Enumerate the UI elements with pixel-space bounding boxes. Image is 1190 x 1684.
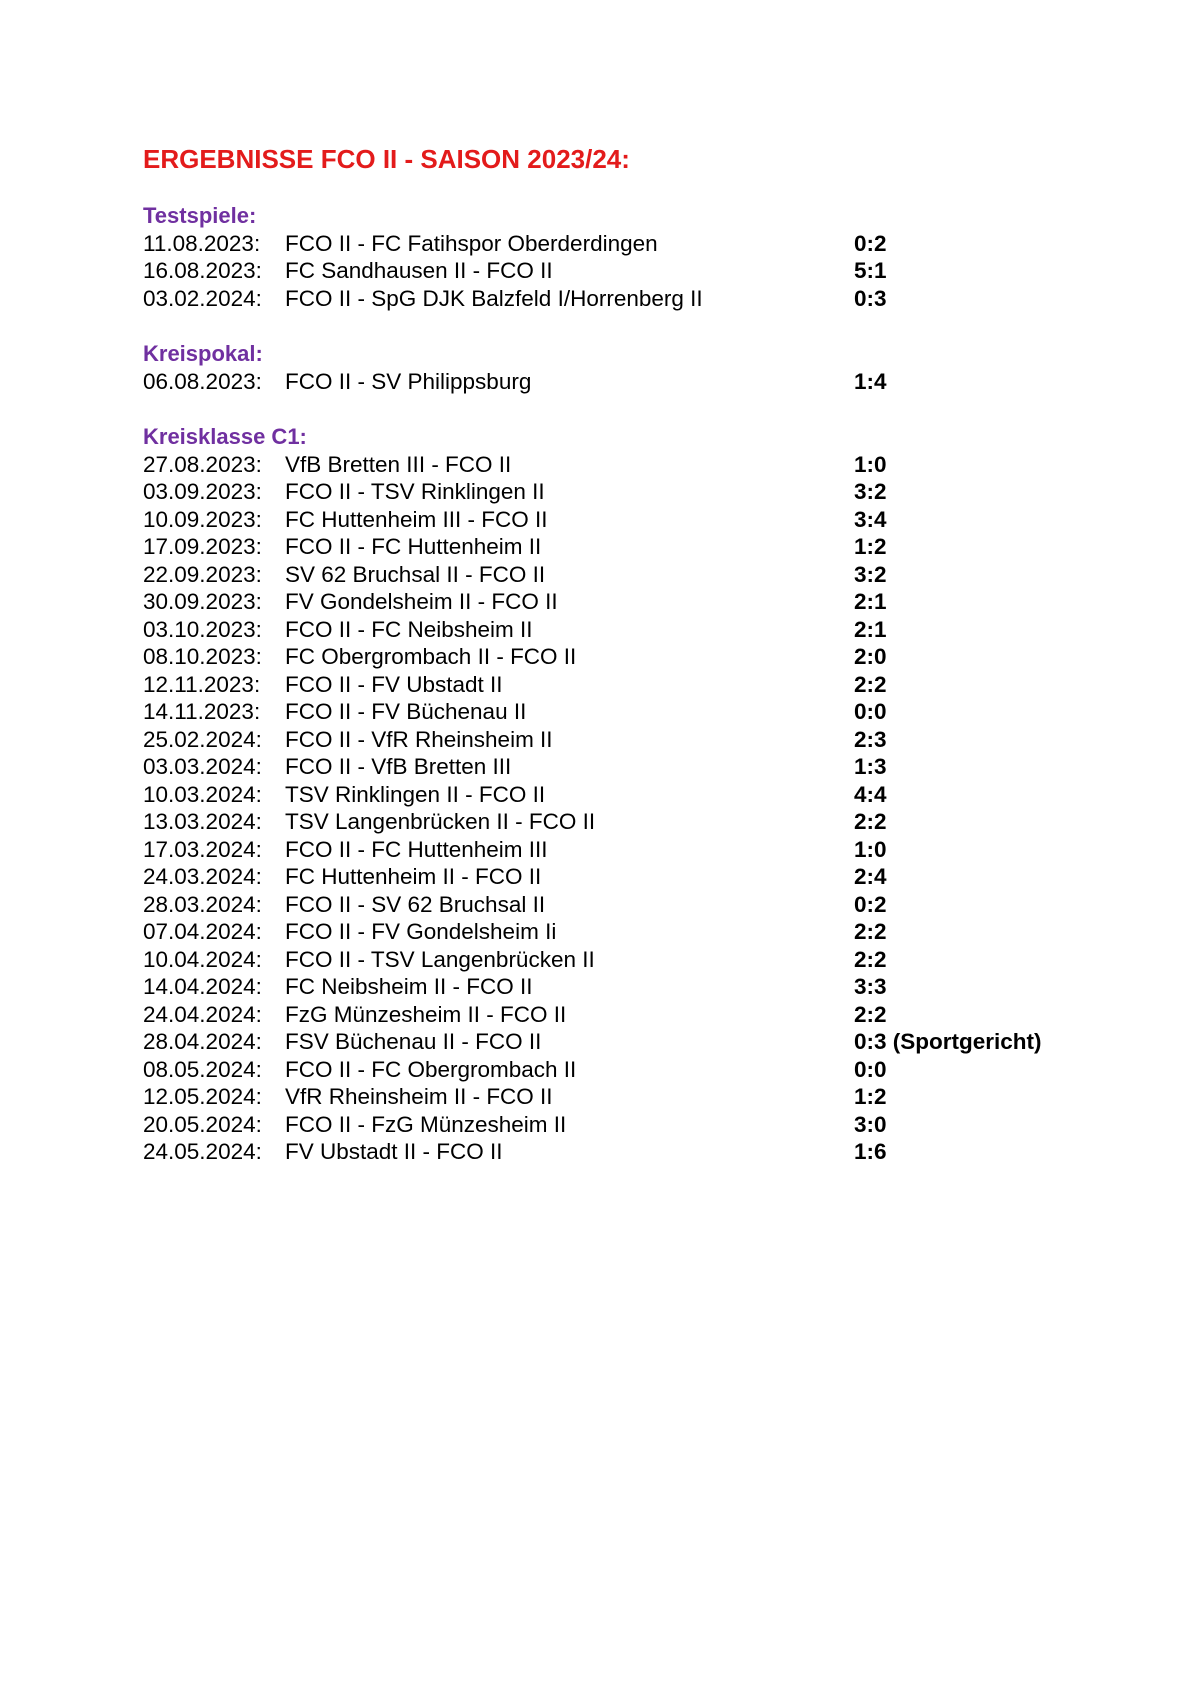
match-teams: FCO II - SV 62 Bruchsal II xyxy=(285,891,546,917)
match-score: 1:3 xyxy=(854,754,887,779)
match-row xyxy=(143,891,1103,919)
match-teams: FV Gondelsheim II - FCO II xyxy=(285,589,558,614)
match-teams: VfB Bretten III - FCO II xyxy=(285,451,512,477)
match-teams: FCO II - FC Huttenheim II xyxy=(285,534,542,559)
match-row xyxy=(143,726,1103,754)
match-score: 3:2 xyxy=(854,479,887,504)
match-row xyxy=(143,808,1103,836)
match-score: 1:6 xyxy=(854,1139,887,1164)
section-heading: Kreispokal: xyxy=(143,341,263,366)
match-row xyxy=(143,1001,1103,1029)
match-date: 03.02.2024: xyxy=(143,285,262,311)
match-teams: FC Huttenheim II - FCO II xyxy=(285,864,542,889)
match-row xyxy=(143,561,1103,589)
match-date: 08.10.2023: xyxy=(143,644,262,669)
match-date: 11.08.2023: xyxy=(143,230,261,256)
match-date: 12.11.2023: xyxy=(143,671,261,697)
match-teams: FC Obergrombach II - FCO II xyxy=(285,644,577,669)
match-date: 24.04.2024: xyxy=(143,1001,262,1027)
match-date: 08.05.2024: xyxy=(143,1056,262,1082)
match-score: 2:0 xyxy=(854,644,887,669)
match-score: 2:1 xyxy=(854,616,887,642)
match-teams: FCO II - VfB Bretten III xyxy=(285,754,512,779)
match-score: 0:0 xyxy=(854,1056,887,1082)
match-date: 10.03.2024: xyxy=(143,781,262,807)
match-date: 03.10.2023: xyxy=(143,616,262,642)
match-score: 0:0 xyxy=(854,699,887,724)
match-row xyxy=(143,478,1103,506)
match-teams: FCO II - TSV Rinklingen II xyxy=(285,479,545,504)
section-kreisklasse-c1 xyxy=(143,423,1103,1166)
match-row xyxy=(143,368,1103,396)
match-date: 14.11.2023: xyxy=(143,699,261,724)
match-teams: SV 62 Bruchsal II - FCO II xyxy=(285,561,546,587)
match-list xyxy=(143,451,1103,1166)
match-row xyxy=(143,1138,1103,1166)
match-date: 16.08.2023: xyxy=(143,258,262,283)
section-heading: Kreisklasse C1: xyxy=(143,424,307,449)
match-row xyxy=(143,643,1103,671)
match-teams: FCO II - FV Gondelsheim Ii xyxy=(285,919,557,944)
match-teams: FCO II - FC Huttenheim III xyxy=(285,836,548,862)
match-row xyxy=(143,285,1103,313)
match-date: 22.09.2023: xyxy=(143,561,262,587)
match-teams: FCO II - TSV Langenbrücken II xyxy=(285,946,595,972)
match-date: 14.04.2024: xyxy=(143,974,262,999)
match-row xyxy=(143,1111,1103,1139)
match-row xyxy=(143,973,1103,1001)
match-teams: FC Sandhausen II - FCO II xyxy=(285,258,553,283)
match-score: 1:4 xyxy=(854,368,887,394)
page-title: ERGEBNISSE FCO II - SAISON 2023/24: xyxy=(143,144,630,174)
match-row xyxy=(143,451,1103,479)
match-row xyxy=(143,918,1103,946)
match-score: 4:4 xyxy=(854,781,887,807)
match-teams: FC Huttenheim III - FCO II xyxy=(285,506,548,532)
match-score: 2:2 xyxy=(854,1001,887,1027)
match-score: 0:2 xyxy=(854,891,887,917)
match-row xyxy=(143,616,1103,644)
match-score: 2:2 xyxy=(854,946,887,972)
match-teams: FCO II - FC Neibsheim II xyxy=(285,616,533,642)
match-row xyxy=(143,588,1103,616)
match-score: 2:2 xyxy=(854,671,887,697)
match-score: 2:3 xyxy=(854,726,887,752)
match-date: 03.03.2024: xyxy=(143,754,262,779)
match-row xyxy=(143,863,1103,891)
match-row xyxy=(143,836,1103,864)
match-date: 20.05.2024: xyxy=(143,1111,262,1137)
match-date: 28.03.2024: xyxy=(143,891,262,917)
match-teams: VfR Rheinsheim II - FCO II xyxy=(285,1084,553,1109)
match-date: 24.03.2024: xyxy=(143,864,262,889)
match-score: 0:3 xyxy=(854,285,887,311)
match-date: 13.03.2024: xyxy=(143,809,262,834)
match-teams: FCO II - FC Obergrombach II xyxy=(285,1056,577,1082)
match-row xyxy=(143,1083,1103,1111)
match-date: 03.09.2023: xyxy=(143,479,262,504)
match-row xyxy=(143,781,1103,809)
match-teams: FSV Büchenau II - FCO II xyxy=(285,1029,542,1054)
section-heading: Testspiele: xyxy=(143,203,257,228)
match-score: 1:0 xyxy=(854,451,887,477)
match-score: 2:4 xyxy=(854,864,887,889)
match-teams: FCO II - FC Fatihspor Oberderdingen xyxy=(285,230,658,256)
match-score: 0:2 xyxy=(854,230,887,256)
match-date: 07.04.2024: xyxy=(143,919,262,944)
match-row xyxy=(143,506,1103,534)
match-teams: TSV Langenbrücken II - FCO II xyxy=(285,809,596,834)
match-row xyxy=(143,753,1103,781)
match-score: 1:0 xyxy=(854,836,887,862)
match-date: 28.04.2024: xyxy=(143,1029,262,1054)
match-row xyxy=(143,671,1103,699)
match-date: 25.02.2024: xyxy=(143,726,262,752)
match-score: 1:2 xyxy=(854,1084,887,1109)
match-date: 30.09.2023: xyxy=(143,589,262,614)
match-row xyxy=(143,1028,1103,1056)
match-date: 17.09.2023: xyxy=(143,534,262,559)
match-teams: FCO II - VfR Rheinsheim II xyxy=(285,726,553,752)
match-score: 2:2 xyxy=(854,919,887,944)
match-teams: FCO II - FzG Münzesheim II xyxy=(285,1111,567,1137)
match-teams: FCO II - SV Philippsburg xyxy=(285,368,532,394)
match-teams: FzG Münzesheim II - FCO II xyxy=(285,1001,567,1027)
match-date: 10.09.2023: xyxy=(143,506,262,532)
match-teams: FV Ubstadt II - FCO II xyxy=(285,1139,503,1164)
match-score: 5:1 xyxy=(854,258,887,283)
section-testspiele xyxy=(143,202,1103,312)
match-row xyxy=(143,230,1103,258)
match-score: 0:3 (Sportgericht) xyxy=(854,1029,1042,1054)
match-score: 3:3 xyxy=(854,974,887,999)
match-score: 2:2 xyxy=(854,809,887,834)
match-date: 12.05.2024: xyxy=(143,1084,262,1109)
match-teams: FCO II - FV Büchenau II xyxy=(285,699,527,724)
match-date: 10.04.2024: xyxy=(143,946,262,972)
section-kreispokal xyxy=(143,340,1103,395)
match-row xyxy=(143,257,1103,285)
match-date: 06.08.2023: xyxy=(143,368,262,394)
match-row xyxy=(143,946,1103,974)
match-row xyxy=(143,1056,1103,1084)
match-score: 3:4 xyxy=(854,506,887,532)
match-score: 2:1 xyxy=(854,589,887,614)
match-list xyxy=(143,368,1103,396)
match-score: 1:2 xyxy=(854,534,887,559)
match-date: 17.03.2024: xyxy=(143,836,262,862)
match-teams: FCO II - FV Ubstadt II xyxy=(285,671,503,697)
match-teams: FCO II - SpG DJK Balzfeld I/Horrenberg II xyxy=(285,285,703,311)
match-row xyxy=(143,533,1103,561)
match-date: 24.05.2024: xyxy=(143,1139,262,1164)
match-teams: FC Neibsheim II - FCO II xyxy=(285,974,533,999)
match-score: 3:0 xyxy=(854,1111,887,1137)
match-row xyxy=(143,698,1103,726)
match-teams: TSV Rinklingen II - FCO II xyxy=(285,781,546,807)
match-score: 3:2 xyxy=(854,561,887,587)
match-list xyxy=(143,230,1103,313)
match-date: 27.08.2023: xyxy=(143,451,262,477)
